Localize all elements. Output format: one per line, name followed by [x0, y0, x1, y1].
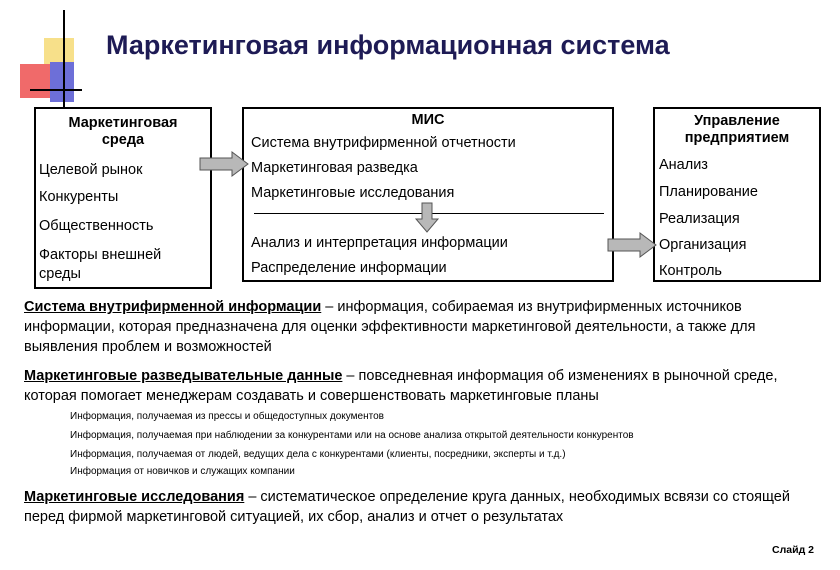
deco-vertical-line: [63, 10, 65, 110]
mis-item: Система внутрифирменной отчетности: [251, 135, 516, 151]
mis-box: [242, 107, 614, 282]
mgmt-item: Реализация: [659, 211, 740, 227]
mgmt-item: Контроль: [659, 263, 722, 279]
deco-blue-square: [50, 62, 74, 102]
mgmt-item: Планирование: [659, 184, 758, 200]
mgmt-header-line1: Управление: [694, 113, 780, 129]
subitem: Информация, получаемая от людей, ведущих дела с конкурентами (клиенты, посредники, эксперты и т.д.): [70, 449, 566, 460]
enterprise-management-box: [653, 107, 821, 282]
mgmt-item: Анализ: [659, 157, 708, 173]
definition-intelligence: [24, 366, 824, 406]
term-internal-info: Система внутрифирменной информации: [24, 299, 322, 315]
deco-red-square: [20, 64, 54, 98]
definition-internal-info: [24, 297, 824, 357]
mis-header: МИС: [411, 112, 445, 128]
marketing-environment-box: [34, 107, 212, 289]
deco-horizontal-line: [30, 89, 82, 91]
mis-item: Маркетинговые исследования: [251, 185, 455, 201]
arrow-mis-to-mgmt-icon: [608, 233, 660, 257]
definition-research: [24, 487, 824, 527]
env-item: Конкуренты: [39, 189, 119, 205]
subitem: Информация от новичков и служащих компании: [70, 466, 295, 477]
mis-item: Анализ и интерпретация информации: [251, 235, 508, 251]
definition-text: – информация, собираемая из внутрифирменных источников информации, которая предназначена для оценки эффективности маркетинговой деятельности, а также для выявления проблем и возможностей: [24, 299, 756, 355]
env-item: Факторы внешней: [39, 247, 162, 263]
env-header-line2: среда: [101, 132, 145, 148]
env-item: Общественность: [39, 218, 154, 234]
mgmt-item: Организация: [659, 237, 747, 253]
arrow-down-icon: [417, 203, 439, 233]
env-header-line1: Маркетинговая: [68, 115, 178, 131]
mis-item: Распределение информации: [251, 260, 447, 276]
arrow-env-to-mis-icon: [200, 152, 252, 176]
mis-item: Маркетинговая разведка: [251, 160, 418, 176]
slide-title: Маркетинговая информационная система: [106, 30, 670, 60]
term-research: Маркетинговые исследования: [24, 489, 245, 505]
mgmt-header-line2: предприятием: [684, 130, 790, 146]
definition-text: – повседневная информация об изменениях в рыночной среде, которая помогает менеджерам создавать и совершенствовать маркетинговые планы: [24, 368, 778, 404]
subitem: Информация, получаемая из прессы и общедоступных документов: [70, 411, 384, 422]
slide-number: Слайд 2: [772, 544, 814, 556]
subitem: Информация, получаемая при наблюдении за конкурентами или на основе анализа открытой деятельности конкурентов: [70, 430, 634, 441]
definition-text: – систематическое определение круга данных, необходимых всвязи со стоящей перед фирмой маркетинговой ситуацией, их сбор, анализ и отчет о результатах: [24, 489, 790, 525]
term-intelligence: Маркетинговые разведывательные данные: [24, 368, 343, 384]
env-item: среды: [39, 266, 81, 282]
env-item: Целевой рынок: [39, 162, 143, 178]
